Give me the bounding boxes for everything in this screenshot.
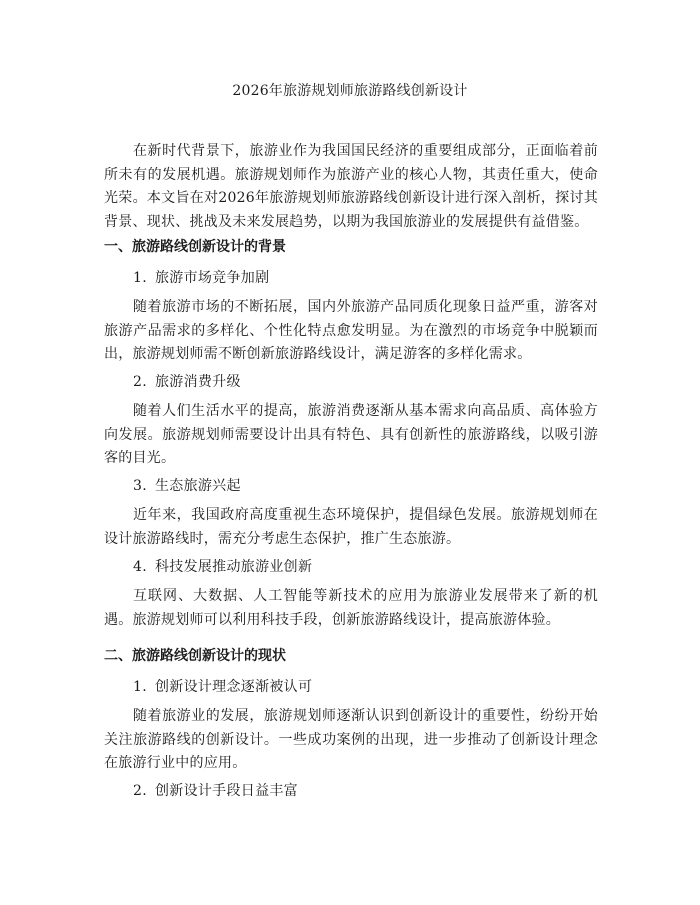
section-1-item-1-paragraph: 随着旅游市场的不断拓展，国内外旅游产品同质化现象日益严重，游客对旅游产品需求的多样化、个性化特点愈发明显。为在激烈的市场竞争中脱颖而出，旅游规划师需不断创新旅游路线设计，满足游客的多样化需求。 xyxy=(104,299,598,362)
document-title: 2026年旅游规划师旅游路线创新设计 xyxy=(232,83,468,99)
item-title: 科技发展推动旅游业创新 xyxy=(154,559,313,575)
section-1-item-4-heading xyxy=(133,557,598,577)
item-number: 2. xyxy=(133,374,147,390)
section-2-item-1-heading xyxy=(133,677,598,697)
section-2-heading: 二、旅游路线创新设计的现状 xyxy=(104,648,286,664)
item-number: 1. xyxy=(133,270,147,286)
section-1-heading: 一、旅游路线创新设计的背景 xyxy=(104,239,286,255)
section-1-item-4-paragraph: 互联网、大数据、人工智能等新技术的应用为旅游业发展带来了新的机遇。旅游规划师可以利用科技手段，创新旅游路线设计，提高旅游体验。 xyxy=(104,588,598,628)
item-number: 1. xyxy=(133,679,147,695)
item-number: 2. xyxy=(133,783,147,799)
section-1-item-3-paragraph: 近年来，我国政府高度重视生态环境保护，提倡绿色发展。旅游规划师在设计旅游路线时，需充分考虑生态保护，推广生态旅游。 xyxy=(104,507,598,547)
section-2-item-1-paragraph: 随着旅游业的发展，旅游规划师逐渐认识到创新设计的重要性，纷纷开始关注旅游路线的创新设计。一些成功案例的出现，进一步推动了创新设计理念在旅游行业中的应用。 xyxy=(104,708,598,771)
section-1-item-2-heading xyxy=(133,372,598,392)
item-title: 创新设计理念逐渐被认可 xyxy=(154,679,313,695)
section-1-item-3-heading xyxy=(133,476,598,496)
item-title: 旅游市场竞争加剧 xyxy=(154,270,270,286)
item-title: 创新设计手段日益丰富 xyxy=(154,783,298,799)
section-2-item-2-heading xyxy=(133,781,598,801)
item-title: 旅游消费升级 xyxy=(154,374,241,390)
item-title: 生态旅游兴起 xyxy=(154,478,241,494)
item-number: 4. xyxy=(133,559,147,575)
item-number: 3. xyxy=(133,478,147,494)
section-1-item-2-paragraph: 随着人们生活水平的提高，旅游消费逐渐从基本需求向高品质、高体验方向发展。旅游规划师需要设计出具有特色、具有创新性的旅游路线，以吸引游客的目光。 xyxy=(104,403,598,466)
intro-paragraph: 在新时代背景下，旅游业作为我国国民经济的重要组成部分，正面临着前所未有的发展机遇。旅游规划师作为旅游产业的核心人物，其责任重大，使命光荣。本文旨在对2026年旅游规划师旅游路线创新设计进行深入剖析，探讨其背景、现状、挑战及未来发展趋势，以期为我国旅游业的发展提供有益借鉴。 xyxy=(104,143,598,230)
section-1-item-1-heading xyxy=(133,268,598,288)
